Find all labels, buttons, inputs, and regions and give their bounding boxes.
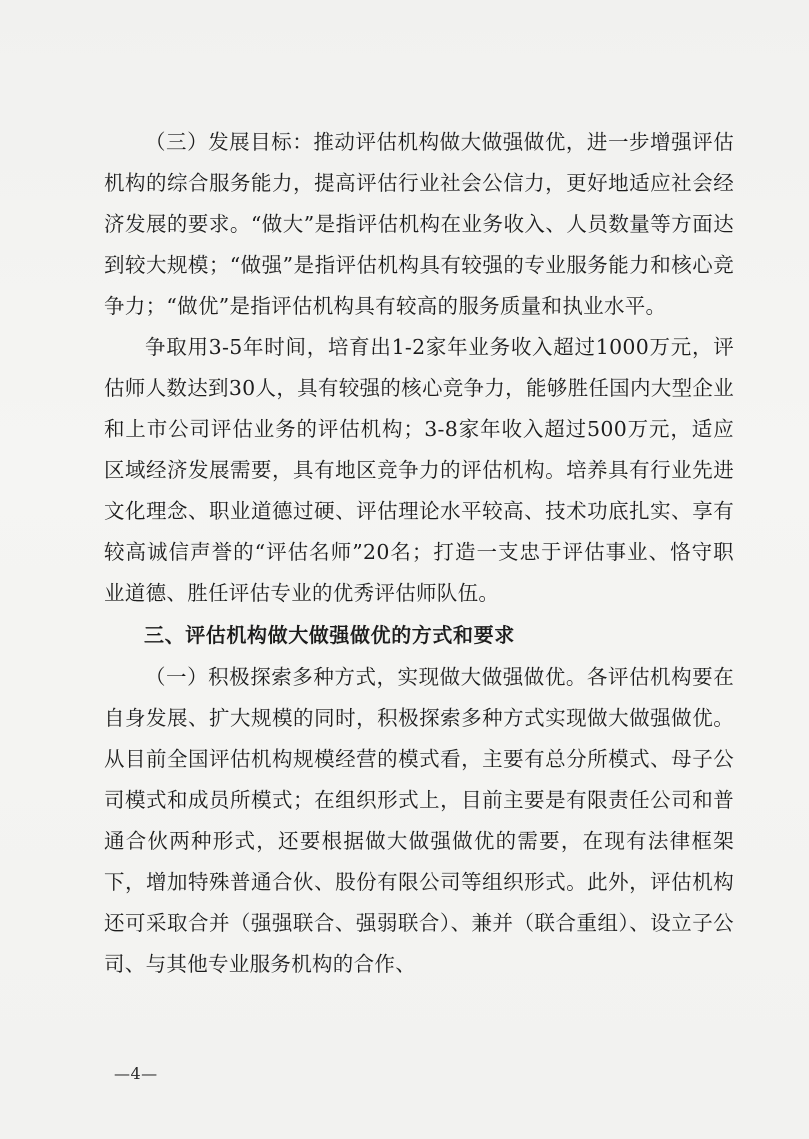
paragraph-targets: 争取用3-5年时间，培育出1-2家年业务收入超过1000万元，评估师人数达到30人，具有较强的核心竞争力，能够胜任国内大型企业和上市公司评估业务的评估机构；3-8家年收入超过500万元，适应区域经济发展需要，具有地区竞争力的评估机构。培养具有行业先进文化理念、职业道德过硬、评估理论水平较高、技术功底扎实、享有较高诚信声誉的“评估名师”20名；打造一支忠于评估事业、恪守职业道德、胜任评估专业的优秀评估师队伍。 bbox=[104, 335, 734, 605]
document-body bbox=[104, 122, 734, 985]
paragraph-development-goal: （三）发展目标：推动评估机构做大做强做优，进一步增强评估机构的综合服务能力，提高评估行业社会公信力，更好地适应社会经济发展的要求。“做大”是指评估机构在业务收入、人员数量等方面达到较大规模；“做强”是指评估机构具有较强的专业服务能力和核心竞争力；“做优”是指评估机构具有较高的服务质量和执业水平。 bbox=[104, 130, 734, 318]
page-number: —4— bbox=[114, 1064, 158, 1083]
section-heading: 三、评估机构做大做强做优的方式和要求 bbox=[144, 623, 515, 647]
paragraph-explore-methods: （一）积极探索多种方式，实现做大做强做优。各评估机构要在自身发展、扩大规模的同时，积极探索多种方式实现做大做强做优。从目前全国评估机构规模经营的模式看，主要有总分所模式、母子公司模式和成员所模式；在组织形式上，目前主要是有限责任公司和普通合伙两种形式，还要根据做大做强做优的需要，在现有法律框架下，增加特殊普通合伙、股份有限公司等组织形式。此外，评估机构还可采取合并（强强联合、强弱联合）、兼并（联合重组）、设立子公司、与其他专业服务机构的合作、 bbox=[104, 665, 734, 976]
